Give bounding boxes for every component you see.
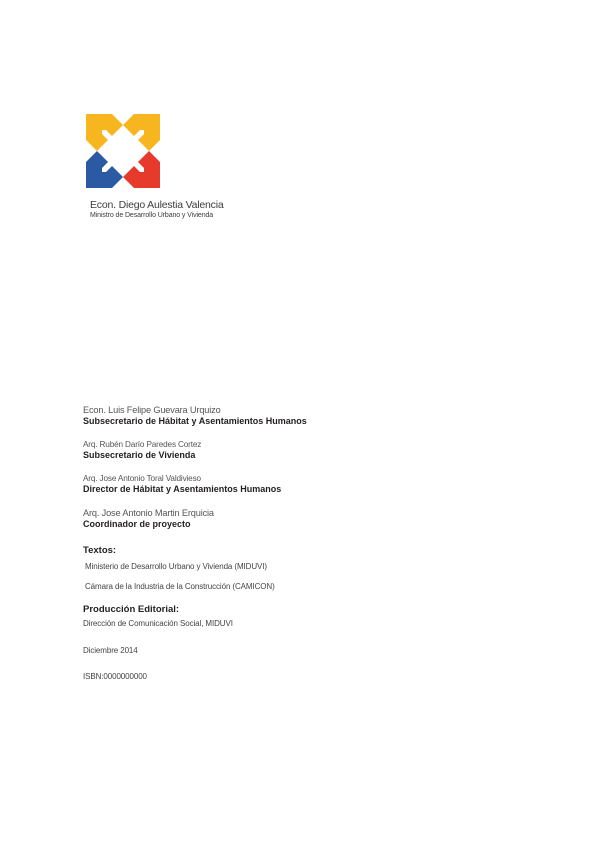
textos-line: Cámara de la Industria de la Construcción (CAMICON) (85, 582, 275, 591)
logo-red-bottom-right (123, 151, 160, 188)
credits-block (83, 404, 503, 682)
credit-name: Econ. Luis Felipe Guevara Urquizo (83, 405, 221, 415)
credit-title: Director de Hábitat y Asentamientos Humanos (83, 484, 282, 494)
credit-title: Coordinador de proyecto (83, 519, 191, 529)
textos-heading: Textos: (83, 545, 117, 556)
credit-title: Subsecretario de Vivienda (83, 450, 196, 460)
credit-name: Arq. Jose Antonio Toral Valdivieso (83, 474, 201, 483)
miduvi-logo-icon (84, 112, 162, 190)
credit-entry (83, 439, 503, 461)
logo-yellow-top-left (86, 114, 123, 151)
credit-title: Subsecretario de Hábitat y Asentamientos Humanos (83, 416, 307, 426)
credit-entry (83, 404, 503, 427)
logo-yellow-top-right (123, 114, 160, 151)
textos-line: Ministerio de Desarrollo Urbano y Vivienda (MIDUVI) (85, 562, 267, 571)
credit-name: Arq. Rubén Darío Paredes Cortez (83, 440, 202, 449)
isbn: ISBN:0000000000 (83, 672, 147, 681)
credit-entry (83, 473, 503, 495)
logo-blue-bottom-left (86, 151, 123, 188)
credit-name: Arq. Jose Antonio Martin Erquicia (83, 508, 214, 518)
credit-entry (83, 507, 503, 530)
produccion-heading: Producción Editorial: (83, 604, 180, 615)
minister-name: Econ. Diego Aulestia Valencia (90, 199, 224, 211)
publication-date: Diciembre 2014 (83, 646, 138, 655)
minister-role: Ministro de Desarrollo Urbano y Vivienda (90, 212, 214, 219)
produccion-line: Dirección de Comunicación Social, MIDUVI (83, 619, 233, 628)
